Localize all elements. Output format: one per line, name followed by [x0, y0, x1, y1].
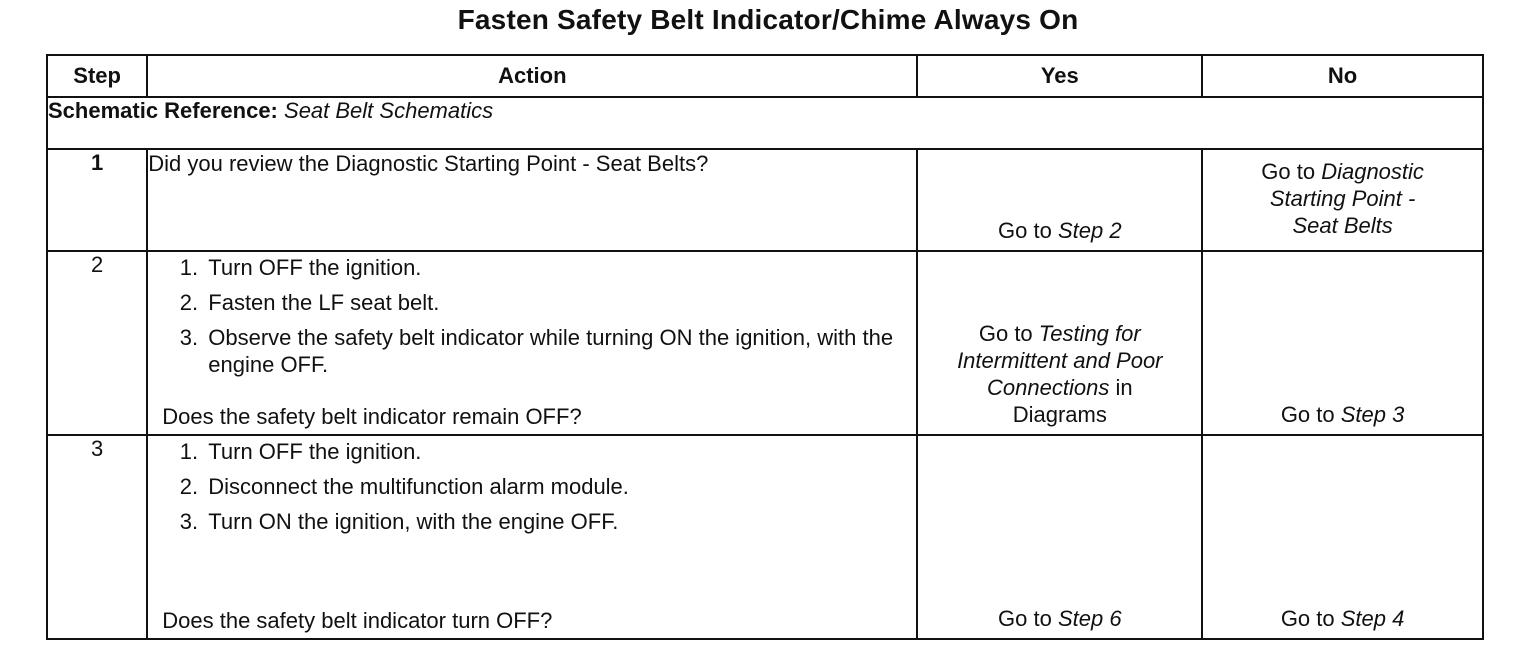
no-result [1203, 158, 1482, 239]
schematic-reference-row [47, 97, 1483, 149]
no-target-line2: Starting Point - [1269, 186, 1416, 211]
action-item: 3. Turn ON the ignition, with the engine OFF. [204, 508, 916, 535]
yes-target: Step 2 [1057, 218, 1122, 243]
no-result [1203, 605, 1482, 632]
action-cell [147, 251, 917, 435]
yes-result [918, 320, 1201, 428]
no-target: Step 3 [1340, 402, 1405, 427]
no-cell [1202, 435, 1483, 639]
schematic-reference-label: Schematic Reference: [48, 98, 278, 123]
action-item: 1. Turn OFF the ignition. [204, 438, 916, 465]
step-question: Does the safety belt indicator turn OFF? [162, 608, 553, 633]
no-target: Step 4 [1340, 606, 1405, 631]
no-prefix: Go to [1280, 402, 1335, 427]
header-action: Action [147, 55, 917, 97]
table-row [47, 149, 1483, 251]
schematic-reference-value: Seat Belt Schematics [284, 98, 494, 123]
action-cell [147, 149, 917, 251]
yes-prefix: Go to [998, 218, 1052, 243]
page-title: Fasten Safety Belt Indicator/Chime Always On [457, 4, 1079, 35]
step-number: 3 [47, 435, 147, 639]
table-row [47, 435, 1483, 639]
header-step: Step [47, 55, 147, 97]
action-item: 2. Fasten the LF seat belt. [204, 289, 916, 316]
diagnostic-table [46, 54, 1484, 640]
yes-prefix: Go to [978, 321, 1033, 346]
schematic-reference [47, 97, 1483, 149]
action-item: 2. Disconnect the multifunction alarm module. [204, 473, 916, 500]
action-cell [147, 435, 917, 639]
header-yes: Yes [917, 55, 1202, 97]
header-row [47, 55, 1483, 97]
no-prefix: Go to [1261, 159, 1316, 184]
yes-cell [917, 435, 1202, 639]
yes-suffix: in [1115, 375, 1133, 400]
yes-cell [917, 149, 1202, 251]
no-target-line3: Seat Belts [1292, 213, 1393, 238]
no-target-line1: Diagnostic [1321, 159, 1424, 184]
yes-line4: Diagrams [1012, 402, 1107, 427]
yes-result [918, 217, 1201, 244]
action-list [148, 438, 916, 535]
action-item: 1. Turn OFF the ignition. [204, 254, 916, 281]
yes-target: Step 6 [1057, 606, 1122, 631]
yes-prefix: Go to [998, 606, 1052, 631]
yes-cell [917, 251, 1202, 435]
action-item: 3. Observe the safety belt indicator while turning ON the ignition, with the engine OFF. [204, 324, 916, 378]
no-cell [1202, 251, 1483, 435]
step-question: Did you review the Diagnostic Starting Point - Seat Belts? [148, 151, 709, 176]
yes-target-line2: Intermittent and Poor [957, 348, 1163, 373]
table-row [47, 251, 1483, 435]
yes-result [918, 605, 1201, 632]
step-question: Does the safety belt indicator remain OFF? [162, 404, 582, 429]
yes-target-line1: Testing for [1038, 321, 1141, 346]
yes-target-line3: Connections [987, 375, 1110, 400]
action-list [148, 254, 916, 378]
no-cell [1202, 149, 1483, 251]
step-number: 2 [47, 251, 147, 435]
step-number: 1 [47, 149, 147, 251]
no-result [1203, 401, 1482, 428]
header-no: No [1202, 55, 1483, 97]
no-prefix: Go to [1280, 606, 1335, 631]
